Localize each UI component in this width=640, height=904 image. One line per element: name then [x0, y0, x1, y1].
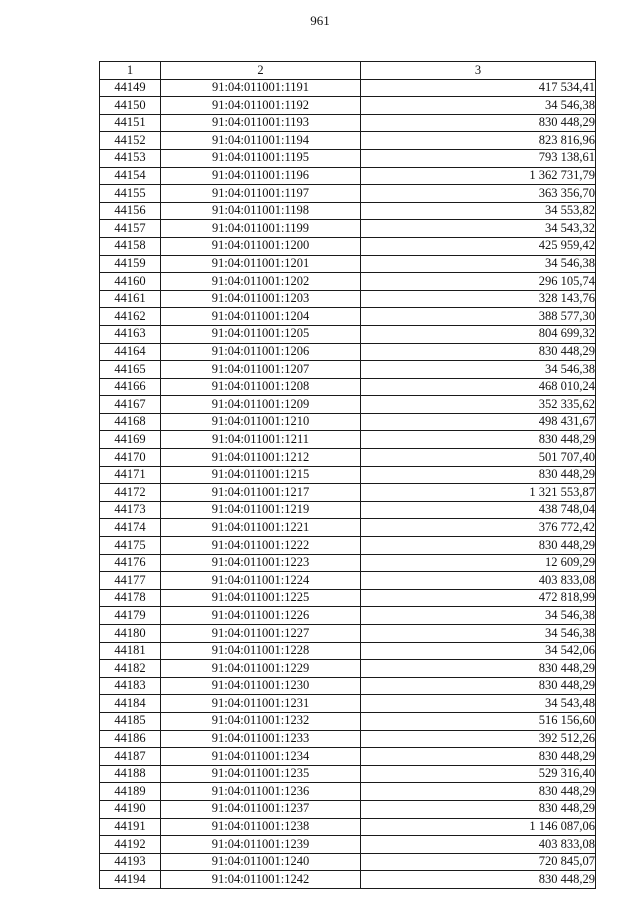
amount-cell: 12 609,29 [361, 554, 596, 572]
cadastral-number-cell: 91:04:011001:1211 [161, 431, 361, 449]
cadastral-number-cell: 91:04:011001:1222 [161, 537, 361, 555]
cadastral-number-cell: 91:04:011001:1228 [161, 642, 361, 660]
table-row [100, 361, 596, 379]
amount-cell: 438 748,04 [361, 501, 596, 519]
amount-cell: 34 546,38 [361, 255, 596, 273]
cadastral-number-cell: 91:04:011001:1223 [161, 554, 361, 572]
table-row [100, 325, 596, 343]
cadastral-number-cell: 91:04:011001:1207 [161, 361, 361, 379]
amount-cell: 34 546,38 [361, 97, 596, 115]
page-number: 961 [310, 13, 330, 28]
cadastral-number-cell: 91:04:011001:1201 [161, 255, 361, 273]
row-number-cell: 44177 [100, 572, 161, 590]
amount-cell: 328 143,76 [361, 290, 596, 308]
row-number-cell: 44172 [100, 484, 161, 502]
row-number-cell: 44186 [100, 730, 161, 748]
row-number-cell: 44151 [100, 114, 161, 132]
amount-cell: 34 546,38 [361, 607, 596, 625]
cadastral-number-cell: 91:04:011001:1238 [161, 818, 361, 836]
table-row [100, 484, 596, 502]
table-row [100, 800, 596, 818]
row-number-cell: 44164 [100, 343, 161, 361]
amount-cell: 830 448,29 [361, 783, 596, 801]
cadastral-number-cell: 91:04:011001:1235 [161, 765, 361, 783]
amount-cell: 363 356,70 [361, 185, 596, 203]
amount-cell: 392 512,26 [361, 730, 596, 748]
table-row [100, 748, 596, 766]
amount-cell: 830 448,29 [361, 466, 596, 484]
amount-cell: 34 543,48 [361, 695, 596, 713]
row-number-cell: 44190 [100, 800, 161, 818]
cadastral-number-cell: 91:04:011001:1233 [161, 730, 361, 748]
row-number-cell: 44158 [100, 237, 161, 255]
table-row [100, 466, 596, 484]
cadastral-number-cell: 91:04:011001:1199 [161, 220, 361, 238]
amount-cell: 720 845,07 [361, 853, 596, 871]
table-row [100, 537, 596, 555]
cadastral-number-cell: 91:04:011001:1203 [161, 290, 361, 308]
row-number-cell: 44179 [100, 607, 161, 625]
row-number-cell: 44189 [100, 783, 161, 801]
row-number-cell: 44193 [100, 853, 161, 871]
table-row [100, 396, 596, 414]
table-row [100, 97, 596, 115]
amount-cell: 34 543,32 [361, 220, 596, 238]
table-row [100, 237, 596, 255]
cadastral-number-cell: 91:04:011001:1204 [161, 308, 361, 326]
row-number-cell: 44153 [100, 149, 161, 167]
cadastral-number-cell: 91:04:011001:1205 [161, 325, 361, 343]
amount-cell: 793 138,61 [361, 149, 596, 167]
row-number-cell: 44181 [100, 642, 161, 660]
cadastral-number-cell: 91:04:011001:1206 [161, 343, 361, 361]
cadastral-number-cell: 91:04:011001:1219 [161, 501, 361, 519]
data-table [99, 61, 596, 889]
row-number-cell: 44194 [100, 871, 161, 889]
table-row [100, 431, 596, 449]
row-number-cell: 44183 [100, 677, 161, 695]
amount-cell: 403 833,08 [361, 836, 596, 854]
cadastral-number-cell: 91:04:011001:1196 [161, 167, 361, 185]
cadastral-number-cell: 91:04:011001:1240 [161, 853, 361, 871]
table-row [100, 783, 596, 801]
cadastral-number-cell: 91:04:011001:1221 [161, 519, 361, 537]
table-row [100, 167, 596, 185]
row-number-cell: 44174 [100, 519, 161, 537]
row-number-cell: 44159 [100, 255, 161, 273]
cadastral-number-cell: 91:04:011001:1198 [161, 202, 361, 220]
row-number-cell: 44163 [100, 325, 161, 343]
column-header-1: 1 [100, 62, 161, 80]
table-row [100, 607, 596, 625]
cadastral-number-cell: 91:04:011001:1236 [161, 783, 361, 801]
row-number-cell: 44155 [100, 185, 161, 203]
amount-cell: 296 105,74 [361, 273, 596, 291]
amount-cell: 352 335,62 [361, 396, 596, 414]
cadastral-number-cell: 91:04:011001:1195 [161, 149, 361, 167]
header-row [100, 62, 596, 80]
amount-cell: 830 448,29 [361, 431, 596, 449]
table-row [100, 79, 596, 97]
row-number-cell: 44170 [100, 449, 161, 467]
row-number-cell: 44184 [100, 695, 161, 713]
amount-cell: 823 816,96 [361, 132, 596, 150]
amount-cell: 830 448,29 [361, 871, 596, 889]
table-row [100, 660, 596, 678]
row-number-cell: 44173 [100, 501, 161, 519]
amount-cell: 516 156,60 [361, 712, 596, 730]
cadastral-number-cell: 91:04:011001:1192 [161, 97, 361, 115]
cadastral-number-cell: 91:04:011001:1232 [161, 712, 361, 730]
table-row [100, 554, 596, 572]
table-row [100, 677, 596, 695]
row-number-cell: 44154 [100, 167, 161, 185]
cadastral-number-cell: 91:04:011001:1224 [161, 572, 361, 590]
table-row [100, 765, 596, 783]
cadastral-number-cell: 91:04:011001:1230 [161, 677, 361, 695]
table-row [100, 501, 596, 519]
table-row [100, 149, 596, 167]
row-number-cell: 44180 [100, 625, 161, 643]
table-row [100, 202, 596, 220]
table-row [100, 642, 596, 660]
row-number-cell: 44160 [100, 273, 161, 291]
amount-cell: 501 707,40 [361, 449, 596, 467]
cadastral-number-cell: 91:04:011001:1194 [161, 132, 361, 150]
row-number-cell: 44185 [100, 712, 161, 730]
table-row [100, 730, 596, 748]
amount-cell: 1 362 731,79 [361, 167, 596, 185]
amount-cell: 1 321 553,87 [361, 484, 596, 502]
cadastral-number-cell: 91:04:011001:1227 [161, 625, 361, 643]
table-row [100, 378, 596, 396]
cadastral-number-cell: 91:04:011001:1197 [161, 185, 361, 203]
amount-cell: 417 534,41 [361, 79, 596, 97]
table-row [100, 255, 596, 273]
row-number-cell: 44169 [100, 431, 161, 449]
row-number-cell: 44150 [100, 97, 161, 115]
row-number-cell: 44157 [100, 220, 161, 238]
table-row [100, 220, 596, 238]
table-row [100, 589, 596, 607]
cadastral-number-cell: 91:04:011001:1208 [161, 378, 361, 396]
table-row [100, 290, 596, 308]
amount-cell: 830 448,29 [361, 537, 596, 555]
row-number-cell: 44162 [100, 308, 161, 326]
row-number-cell: 44149 [100, 79, 161, 97]
amount-cell: 34 546,38 [361, 361, 596, 379]
amount-cell: 388 577,30 [361, 308, 596, 326]
cadastral-number-cell: 91:04:011001:1217 [161, 484, 361, 502]
amount-cell: 376 772,42 [361, 519, 596, 537]
amount-cell: 830 448,29 [361, 114, 596, 132]
cadastral-number-cell: 91:04:011001:1231 [161, 695, 361, 713]
cadastral-number-cell: 91:04:011001:1210 [161, 413, 361, 431]
amount-cell: 34 546,38 [361, 625, 596, 643]
table-row [100, 572, 596, 590]
table-header [100, 62, 596, 80]
amount-cell: 830 448,29 [361, 800, 596, 818]
table-row [100, 114, 596, 132]
table-row [100, 871, 596, 889]
table-row [100, 625, 596, 643]
table-row [100, 308, 596, 326]
amount-cell: 472 818,99 [361, 589, 596, 607]
row-number-cell: 44171 [100, 466, 161, 484]
table-body [100, 79, 596, 888]
cadastral-number-cell: 91:04:011001:1237 [161, 800, 361, 818]
row-number-cell: 44178 [100, 589, 161, 607]
cadastral-number-cell: 91:04:011001:1215 [161, 466, 361, 484]
cadastral-number-cell: 91:04:011001:1239 [161, 836, 361, 854]
cadastral-number-cell: 91:04:011001:1202 [161, 273, 361, 291]
amount-cell: 1 146 087,06 [361, 818, 596, 836]
row-number-cell: 44187 [100, 748, 161, 766]
row-number-cell: 44165 [100, 361, 161, 379]
row-number-cell: 44191 [100, 818, 161, 836]
table-row [100, 273, 596, 291]
row-number-cell: 44167 [100, 396, 161, 414]
cadastral-number-cell: 91:04:011001:1200 [161, 237, 361, 255]
row-number-cell: 44166 [100, 378, 161, 396]
cadastral-number-cell: 91:04:011001:1226 [161, 607, 361, 625]
row-number-cell: 44192 [100, 836, 161, 854]
table-row [100, 519, 596, 537]
cadastral-number-cell: 91:04:011001:1242 [161, 871, 361, 889]
table-row [100, 132, 596, 150]
cadastral-number-cell: 91:04:011001:1234 [161, 748, 361, 766]
column-header-2: 2 [161, 62, 361, 80]
table-row [100, 853, 596, 871]
row-number-cell: 44152 [100, 132, 161, 150]
amount-cell: 425 959,42 [361, 237, 596, 255]
row-number-cell: 44176 [100, 554, 161, 572]
row-number-cell: 44156 [100, 202, 161, 220]
amount-cell: 529 316,40 [361, 765, 596, 783]
row-number-cell: 44188 [100, 765, 161, 783]
amount-cell: 34 542,06 [361, 642, 596, 660]
amount-cell: 830 448,29 [361, 343, 596, 361]
table-row [100, 836, 596, 854]
table-row [100, 818, 596, 836]
amount-cell: 830 448,29 [361, 677, 596, 695]
amount-cell: 468 010,24 [361, 378, 596, 396]
amount-cell: 830 448,29 [361, 748, 596, 766]
table-row [100, 712, 596, 730]
cadastral-number-cell: 91:04:011001:1229 [161, 660, 361, 678]
cadastral-number-cell: 91:04:011001:1193 [161, 114, 361, 132]
row-number-cell: 44161 [100, 290, 161, 308]
table-row [100, 343, 596, 361]
amount-cell: 403 833,08 [361, 572, 596, 590]
table-row [100, 449, 596, 467]
amount-cell: 830 448,29 [361, 660, 596, 678]
table-row [100, 695, 596, 713]
row-number-cell: 44168 [100, 413, 161, 431]
table-row [100, 413, 596, 431]
cadastral-number-cell: 91:04:011001:1212 [161, 449, 361, 467]
cadastral-number-cell: 91:04:011001:1191 [161, 79, 361, 97]
row-number-cell: 44175 [100, 537, 161, 555]
column-header-3: 3 [361, 62, 596, 80]
table-row [100, 185, 596, 203]
amount-cell: 34 553,82 [361, 202, 596, 220]
amount-cell: 498 431,67 [361, 413, 596, 431]
cadastral-number-cell: 91:04:011001:1209 [161, 396, 361, 414]
cadastral-number-cell: 91:04:011001:1225 [161, 589, 361, 607]
amount-cell: 804 699,32 [361, 325, 596, 343]
row-number-cell: 44182 [100, 660, 161, 678]
